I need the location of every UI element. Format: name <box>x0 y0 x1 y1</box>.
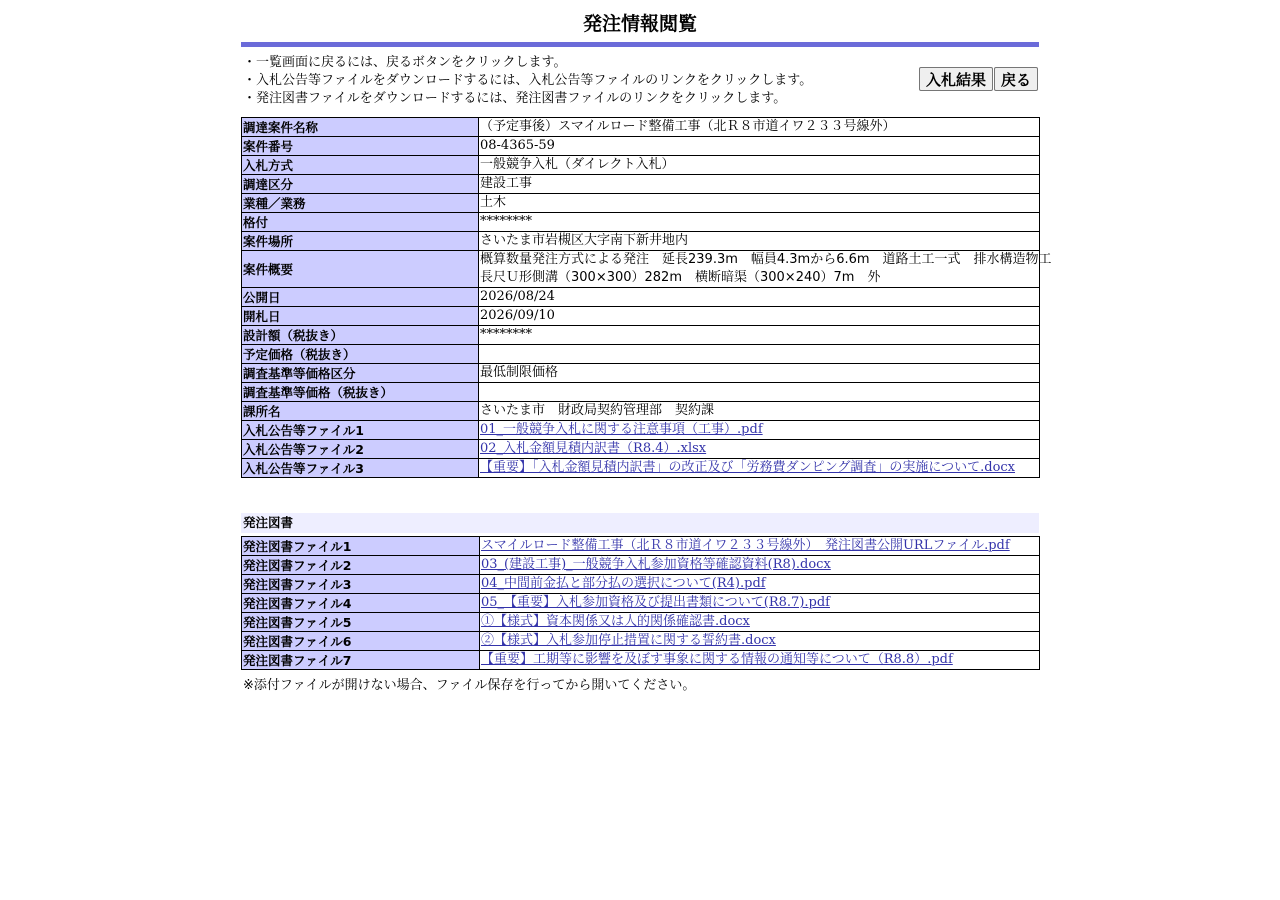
instructions <box>243 54 812 108</box>
file-cell <box>479 459 1040 478</box>
row-label: 調査基準等価格（税抜き） <box>242 383 479 402</box>
summary-line: 概算数量発注方式による発注 延長239.3m 幅員4.3mから6.6m 道路土工一式 排水構造物工 <box>480 252 1052 267</box>
procurement-category-value: 建設工事 <box>479 175 1040 194</box>
summary-value <box>479 251 1052 288</box>
drawings-table <box>241 536 1040 670</box>
row-label: 格付 <box>242 213 479 232</box>
table-row <box>242 175 1040 194</box>
table-row <box>242 251 1040 288</box>
row-label: 発注図書ファイル1 <box>242 537 480 556</box>
file-cell <box>479 440 1040 459</box>
table-row <box>242 156 1040 175</box>
drawing-file-1-link[interactable]: スマイルロード整備工事（北Ｒ８市道イワ２３３号線外） 発注図書公開URLファイル.pdf <box>481 538 1010 553</box>
table-row <box>242 459 1040 478</box>
survey-price-value <box>479 383 1040 402</box>
row-label: 発注図書ファイル7 <box>242 651 480 670</box>
file-cell <box>480 594 1040 613</box>
department-value: さいたま市 財政局契約管理部 契約課 <box>479 402 1040 421</box>
bid-notice-file-1-link[interactable]: 01_一般競争入札に関する注意事項（工事）.pdf <box>480 422 763 437</box>
opening-date-value: 2026/09/10 <box>479 307 1040 326</box>
row-label: 案件概要 <box>242 251 479 288</box>
table-row <box>242 632 1040 651</box>
row-label: 入札方式 <box>242 156 479 175</box>
drawing-file-5-link[interactable]: ①【様式】資本関係又は人的関係確認書.docx <box>481 614 750 629</box>
row-label: 課所名 <box>242 402 479 421</box>
table-row <box>242 213 1040 232</box>
table-row <box>242 651 1040 670</box>
row-label: 発注図書ファイル2 <box>242 556 480 575</box>
drawing-file-4-link[interactable]: 05_【重要】入札参加資格及び提出書類について(R8.7).pdf <box>481 595 830 610</box>
table-row <box>242 345 1040 364</box>
bid-result-button[interactable]: 入札結果 <box>919 67 993 91</box>
price-category-value: 最低制限価格 <box>479 364 1040 383</box>
instruction-line: ・入札公告等ファイルをダウンロードするには、入札公告等ファイルのリンクをクリックします。 <box>243 73 813 88</box>
bid-notice-file-3-link[interactable]: 【重要】「入札金額見積内訳書」の改正及び「労務費ダンピング調査」の実施について.docx <box>480 460 1016 475</box>
table-row <box>242 137 1040 156</box>
table-row <box>242 383 1040 402</box>
table-row <box>242 194 1040 213</box>
file-cell <box>480 575 1040 594</box>
file-cell <box>480 537 1040 556</box>
row-label: 案件場所 <box>242 232 479 251</box>
table-row <box>242 613 1040 632</box>
bid-method-value: 一般競争入札（ダイレクト入札） <box>479 156 1040 175</box>
instruction-area <box>241 47 1039 117</box>
table-row <box>242 232 1040 251</box>
planned-price-value <box>479 345 1040 364</box>
publish-date-value: 2026/08/24 <box>479 288 1040 307</box>
file-cell <box>480 556 1040 575</box>
row-label: 入札公告等ファイル2 <box>242 440 479 459</box>
row-label: 予定価格（税抜き） <box>242 345 479 364</box>
page-container <box>241 0 1052 693</box>
table-row <box>242 594 1040 613</box>
instruction-line: ・発注図書ファイルをダウンロードするには、発注図書ファイルのリンクをクリックします。 <box>243 91 787 106</box>
row-label: 入札公告等ファイル1 <box>242 421 479 440</box>
row-label: 開札日 <box>242 307 479 326</box>
bid-notice-file-2-link[interactable]: 02_入札金額見積内訳書（R8.4）.xlsx <box>480 441 707 456</box>
row-label: 案件番号 <box>242 137 479 156</box>
action-buttons <box>918 67 1038 91</box>
table-row <box>242 421 1040 440</box>
table-row <box>242 288 1040 307</box>
table-row <box>242 326 1040 345</box>
back-button[interactable]: 戻る <box>994 67 1038 91</box>
table-row <box>242 402 1040 421</box>
row-label: 調査基準等価格区分 <box>242 364 479 383</box>
row-label: 入札公告等ファイル3 <box>242 459 479 478</box>
table-row <box>242 440 1040 459</box>
page-title: 発注情報閲覧 <box>582 13 697 35</box>
table-row <box>242 575 1040 594</box>
summary-line: 長尺Ｕ形側溝（300×300）282m 横断暗渠（300×240）7m 外 <box>480 270 881 285</box>
industry-value: 土木 <box>479 194 1040 213</box>
project-name-value: （予定事後）スマイルロード整備工事（北Ｒ８市道イワ２３３号線外） <box>479 118 1040 137</box>
design-amount-value: ******** <box>479 326 1040 345</box>
row-label: 発注図書ファイル4 <box>242 594 480 613</box>
attachment-note: ※添付ファイルが開けない場合、ファイル保存を行ってから開いてください。 <box>243 678 696 693</box>
table-row <box>242 118 1040 137</box>
table-row <box>242 556 1040 575</box>
table-row <box>242 307 1040 326</box>
location-value: さいたま市岩槻区大字南下新井地内 <box>479 232 1040 251</box>
table-row <box>242 537 1040 556</box>
file-cell <box>479 421 1040 440</box>
row-label: 設計額（税抜き） <box>242 326 479 345</box>
drawings-section-heading: 発注図書 <box>241 513 1039 533</box>
drawing-file-3-link[interactable]: 04_中間前金払と部分払の選択について(R4).pdf <box>481 576 766 591</box>
row-label: 発注図書ファイル5 <box>242 613 480 632</box>
drawing-file-2-link[interactable]: 03_(建設工事)_一般競争入札参加資格等確認資料(R8).docx <box>481 557 831 572</box>
file-cell <box>480 632 1040 651</box>
file-cell <box>480 651 1040 670</box>
instruction-line: ・一覧画面に戻るには、戻るボタンをクリックします。 <box>243 55 567 70</box>
row-label: 業種／業務 <box>242 194 479 213</box>
row-label: 調達区分 <box>242 175 479 194</box>
rating-value: ******** <box>479 213 1040 232</box>
order-info-table <box>241 117 1052 478</box>
row-label: 発注図書ファイル6 <box>242 632 480 651</box>
drawing-file-7-link[interactable]: 【重要】工期等に影響を及ぼす事象に関する情報の通知等について（R8.8）.pdf <box>481 652 953 667</box>
project-number-value: 08-4365-59 <box>479 137 1040 156</box>
file-cell <box>480 613 1040 632</box>
drawing-file-6-link[interactable]: ②【様式】入札参加停止措置に関する誓約書.docx <box>481 633 776 648</box>
row-label: 発注図書ファイル3 <box>242 575 480 594</box>
row-label: 公開日 <box>242 288 479 307</box>
row-label: 調達案件名称 <box>242 118 479 137</box>
table-row <box>242 364 1040 383</box>
